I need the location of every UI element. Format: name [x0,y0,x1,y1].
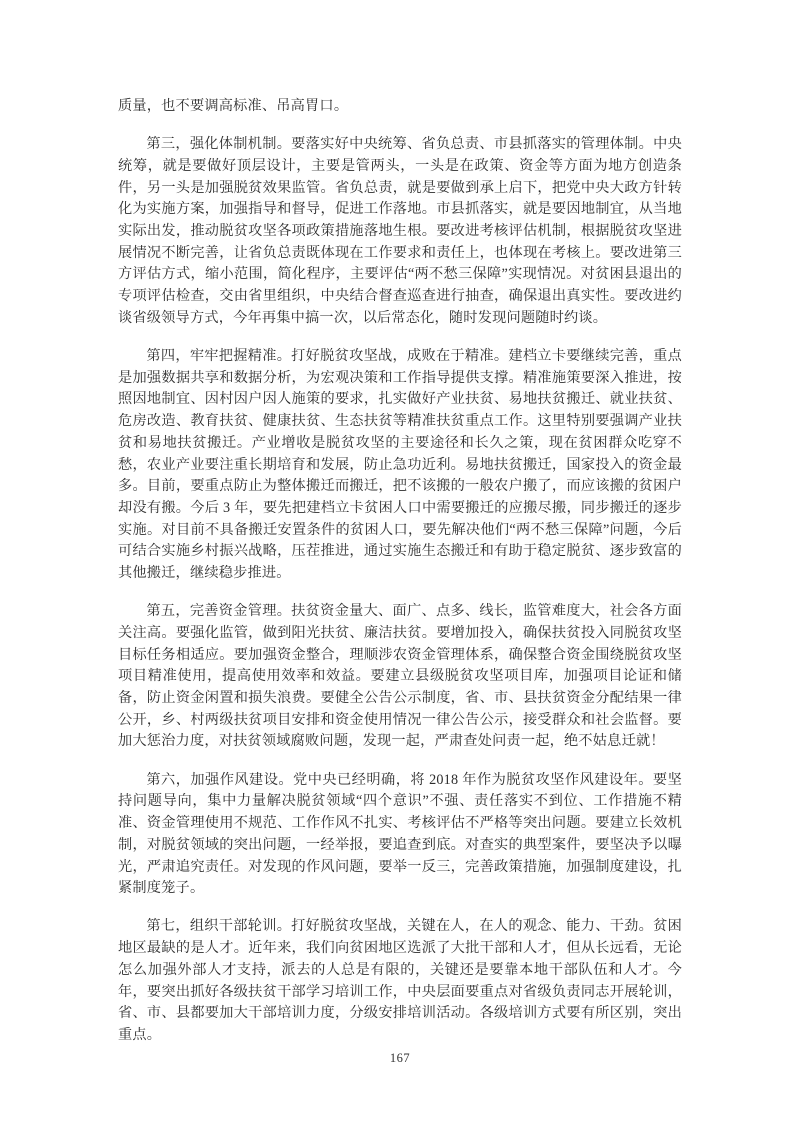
paragraph-fifth-point: 第五，完善资金管理。扶贫资金量大、面广、点多、线长，监管难度大，社会各方面关注高。要强化监管，做到阳光扶贫、廉洁扶贫。要增加投入，确保扶贫投入同脱贫攻坚目标任务相适应。要加强资金整合，理顺涉农资金管理体系，确保整合资金围绕脱贫攻坚项目精准使用，提高使用效率和效益。要建立县级脱贫攻坚项目库，加强项目论证和储备，防止资金闲置和损失浪费。要健全公告公示制度，省、市、县扶贫资金分配结果一律公开，乡、村两级扶贫项目安排和资金使用情况一律公告公示，接受群众和社会监督。要加大惩治力度，对扶贫领域腐败问题，发现一起，严肃查处问责一起，绝不姑息迁就！ [118,603,682,750]
paragraph-fourth-point: 第四，牢牢把握精准。打好脱贫攻坚战，成败在于精准。建档立卡要继续完善，重点是加强数据共享和数据分析，为宏观决策和工作指导提供支撑。精准施策要深入推进，按照因地制宜、因村因户因人施策的要求，扎实做好产业扶贫、易地扶贫搬迁、就业扶贫、危房改造、教育扶贫、健康扶贫、生态扶贫等精准扶贫重点工作。这里特别要强调产业扶贫和易地扶贫搬迁。产业增收是脱贫攻坚的主要途径和长久之策，现在贫困群众吃穿不愁，农业产业要注重长期培育和发展，防止急功近利。易地扶贫搬迁，国家投入的资金最多。目前，要重点防止为整体搬迁而搬迁，把不该搬的一般农户搬了，而应该搬的贫困户却没有搬。今后 3 年，要先把建档立卡贫困人口中需要搬迁的应搬尽搬，同步搬迁的逐步实施。对目前不具备搬迁安置条件的贫困人口，要先解决他们“两不愁三保障”问题，今后可结合实施乡村振兴战略，压茬推进，通过实施生态搬迁和有助于稳定脱贫、逐步致富的其他搬迁，继续稳步推进。 [118,348,682,582]
paragraph-third-point: 第三，强化体制机制。要落实好中央统筹、省负总责、市县抓落实的管理体制。中央统筹，就是要做好顶层设计，主要是管两头，一头是在政策、资金等方面为地方创造条件，另一头是加强脱贫效果监管。省负总责，就是要做到承上启下，把党中央大政方针转化为实施方案，加强指导和督导，促进工作落地。市县抓落实，就是要因地制宜，从当地实际出发，推动脱贫攻坚各项政策措施落地生根。要改进考核评估机制，根据脱贫攻坚进展情况不断完善，让省负总责既体现在工作要求和责任上，也体现在考核上。要改进第三方评估方式，缩小范围，简化程序，主要评估“两不愁三保障”实现情况。对贫困县退出的专项评估检查，交由省里组织，中央结合督查巡查进行抽查，确保退出真实性。要改进约谈省级领导方式，今年再集中搞一次，以后常态化，随时发现问题随时约谈。 [118,136,682,326]
document-text [118,96,682,1047]
paragraph-seventh-point: 第七，组织干部轮训。打好脱贫攻坚战，关键在人，在人的观念、能力、干劲。贫困地区最缺的是人才。近年来，我们向贫困地区选派了大批干部和人才，但从长远看，无论怎么加强外部人才支持，派去的人总是有限的，关键还是要靠本地干部队伍和人才。今年，要突出抓好各级扶贫干部学习培训工作，中央层面要重点对省级负责同志开展轮训，省、市、县都要加大干部培训力度，分级安排培训活动。各级培训方式要有所区别，突出重点。 [118,918,682,1043]
paragraph-sixth-point: 第六，加强作风建设。党中央已经明确，将 2018 年作为脱贫攻坚作风建设年。要坚持问题导向，集中力量解决脱贫领域“四个意识”不强、责任落实不到位、工作措施不精准、资金管理使用不规范、工作作风不扎实、考核评估不严格等突出问题。要建立长效机制，对脱贫领域的突出问题，一经举报，要追查到底。对查实的典型案件，要坚决予以曝光，严肃追究责任。对发现的作风问题，要举一反三，完善政策措施，加强制度建设，扎紧制度笼子。 [118,771,682,897]
paragraph-continuation: 质量，也不要调高标准、吊高胃口。 [118,98,349,114]
page-number: 167 [389,1051,411,1065]
